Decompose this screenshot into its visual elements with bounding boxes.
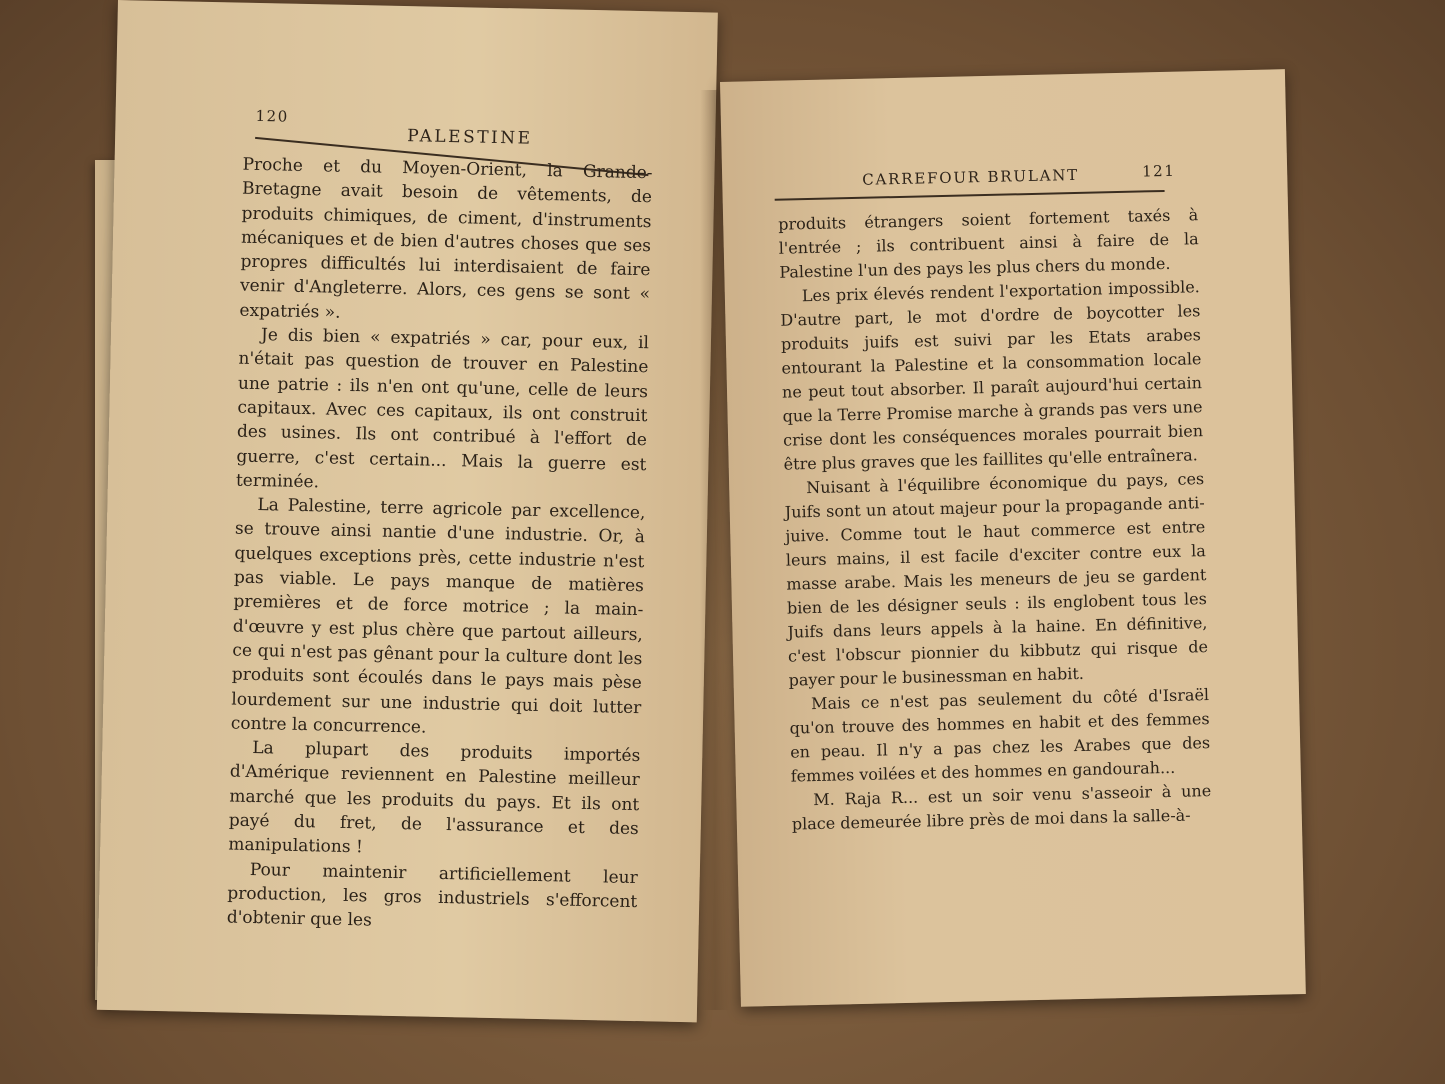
right-page (720, 69, 1306, 1007)
right-running-head: CARREFOUR BRULANT (862, 165, 1080, 189)
right-header-rule (775, 190, 1165, 200)
right-paragraph-4: Mais ce n'est pas seulement du côté d'Israël qu'on trouve des hommes en habit et des femmes en peau. Il n'y a pas chez les Arabes que des femmes voilées et des hommes en gandourah... (789, 685, 1211, 786)
left-paragraph-2: Je dis bien « expatriés » car, pour eux, il n'était pas question de trouver en Palestine une patrie : ils n'en ont qu'une, celle de leurs capitaux. Avec ces capitaux, ils ont construit des usines. Ils ont contribué à l'effort de guerre, c'est certain... Mais la guerre est terminée. (235, 325, 650, 493)
left-paragraph-5: Pour maintenir artificiellement leur production, les gros industriels s'efforcent d'obtenir que les (226, 859, 638, 931)
right-page-number: 121 (1141, 161, 1176, 181)
right-paragraph-3: Nuisant à l'équilibre économique du pays, ces Juifs sont un atout majeur pour la propagande anti-juive. Comme tout le haut commerce est entre leurs mains, il est facile d'exciter contre eux la masse arabe. Mais les meneurs de jeu se gardent bien de les désigner seuls : ils englobent tous les Juifs dans leurs appels à la haine. En définitive, c'est l'obscur pionnier du kibbutz qui risque de payer pour le businessman en habit. (784, 469, 1209, 690)
left-page-number: 120 (255, 106, 289, 126)
left-page (97, 0, 718, 1022)
right-paragraph-2: Les prix élevés rendent l'exportation impossible. D'autre part, le mot d'ordre de boycotter les produits juifs est suivi par les Etats arabes entourant la Palestine et la consommation locale ne peut tout absorber. Il paraît aujourd'hui certain que la Terre Promise marche à grands pas vers une crise dont les conséquences morales pourrait bien être plus graves que les faillites qu'elle entraînera. (780, 277, 1204, 474)
left-paragraph-4: La plupart des produits importés d'Amérique reviennent en Palestine meilleur marché que les produits du pays. Et ils ont payé du fret, de l'assurance et des manipulations ! (228, 738, 641, 858)
left-running-head: PALESTINE (407, 126, 533, 149)
right-paragraph-1: produits étrangers soient fortement taxés à l'entrée ; ils contribuent ainsi à faire de la Palestine l'un des pays les plus chers du monde. (778, 205, 1199, 282)
right-paragraph-5: M. Raja R... est un soir venu s'asseoir à une place demeurée libre près de moi dans la salle-à- (791, 781, 1212, 834)
left-body-text (227, 153, 653, 939)
left-paragraph-1: Proche et du Moyen-Orient, la Grande-Bretagne avait besoin de vêtements, de produits chimiques, de ciment, d'instruments mécaniques et de bien d'autres choses que ses propres difficultés lui interdisaient de faire venir d'Angleterre. Alors, ces gens se sont « expatriés ». (239, 154, 653, 323)
left-paragraph-3: La Palestine, terre agricole par excellence, se trouve ainsi nantie d'une industrie. Or, à quelques exceptions près, cette industrie n'est pas viable. Le pays manque de matières premières et de force motrice ; la main-d'œuvre y est plus chère que partout ailleurs, ce qui n'est pas gênant pour la culture dont les produits sont écoulés dans le pays mais pèse lourdement sur une industrie qui doit lutter contre la concurrence. (230, 495, 646, 738)
right-body-text (778, 203, 1212, 836)
